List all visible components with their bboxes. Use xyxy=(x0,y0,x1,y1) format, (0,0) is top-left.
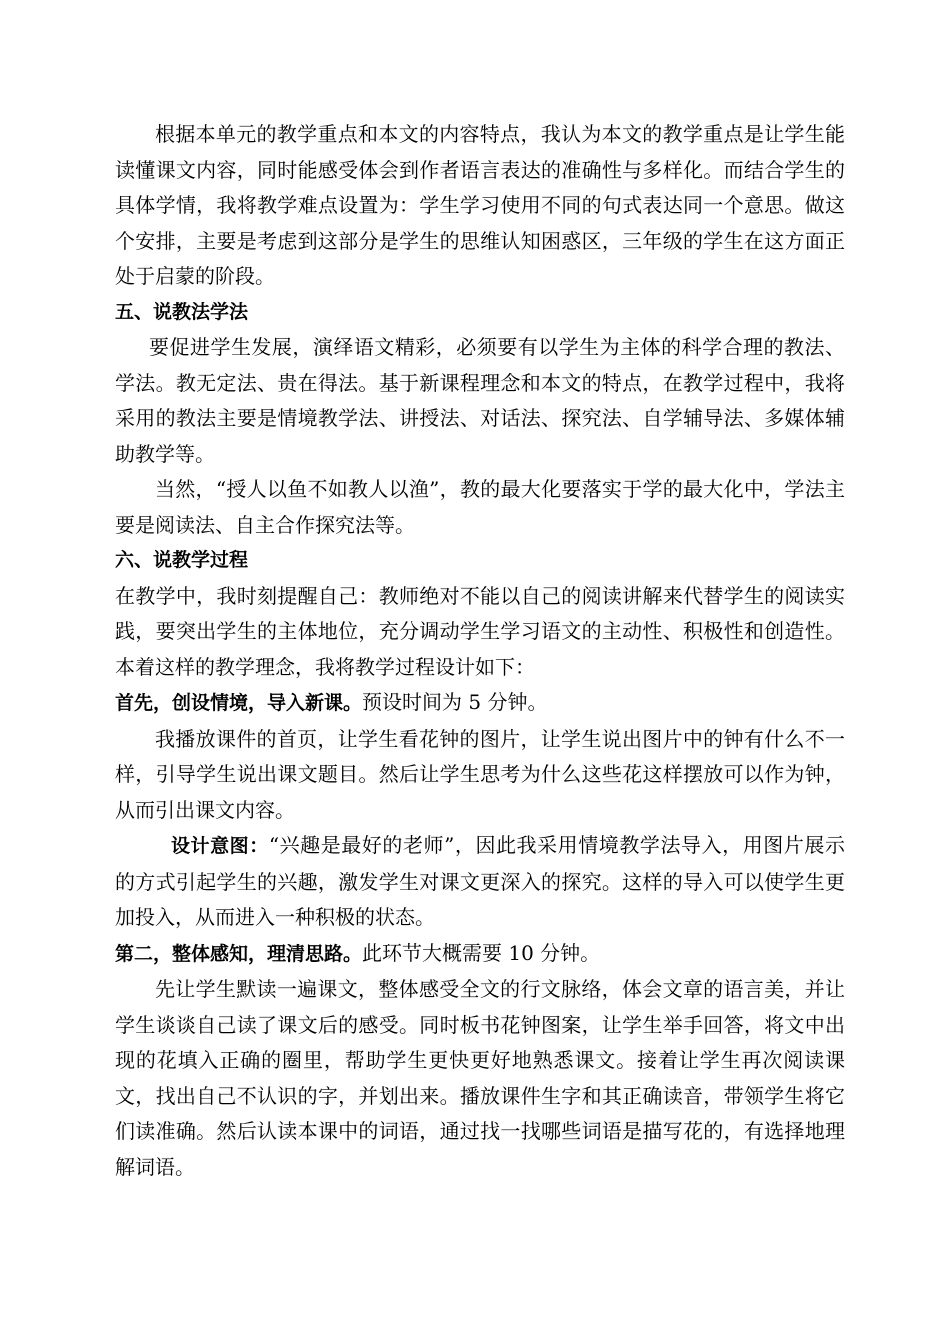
paragraph-process-intro: 在教学中，我时刻提醒自己：教师绝对不能以自己的阅读讲解来代替学生的阅读实践，要突出学生的主体地位，充分调动学生学习语文的主动性、积极性和创造性。本着这样的教学理念，我将教学过程设计如下： xyxy=(115,583,845,679)
section-heading-methods: 五、说教法学法 xyxy=(115,300,249,323)
paragraph-design-intent xyxy=(115,828,845,936)
step-one-time: 预设时间为 5 分钟。 xyxy=(362,690,548,714)
paragraph-step-two-detail: 先让学生默读一遍课文，整体感受全文的行文脉络，体会文章的语言美，并让学生谈谈自己读了课文后的感受。同时板书花钟图案，让学生举手回答，将文中出现的花填入正确的圈里，帮助学生更快更好地熟悉课文。接着让学生再次阅读课文，找出自己不认识的字，并划出来。播放课件生字和其正确读音，带领学生将它们读准确。然后认读本课中的词语，通过找一找哪些词语是描写花的，有选择地理解词语。 xyxy=(115,977,845,1179)
design-intent-label: 设计意图： xyxy=(171,835,269,857)
step-two-time: 此环节大概需要 10 分钟。 xyxy=(362,940,601,965)
document-page xyxy=(115,117,845,1185)
paragraph-step-two xyxy=(115,936,845,973)
paragraph-step-one-detail: 我播放课件的首页，让学生看花钟的图片，让学生说出图片中的钟有什么不一样，引导学生说出课文题目。然后让学生思考为什么这些花这样摆放可以作为钟，从而引出课文内容。 xyxy=(115,726,845,822)
paragraph-teaching-methods: 要促进学生发展，演绎语文精彩，必须要有以学生为主体的科学合理的教法、学法。教无定法、贵在得法。基于新课程理念和本文的特点，在教学过程中，我将采用的教法主要是情境教学法、讲授法、对话法、探究法、自学辅导法、多媒体辅助教学等。 xyxy=(115,335,845,466)
paragraph-teaching-focus: 根据本单元的教学重点和本文的内容特点，我认为本文的教学重点是让学生能读懂课文内容，同时能感受体会到作者语言表达的准确性与多样化。而结合学生的具体学情，我将教学难点设置为：学生学习使用不同的句式表达同一个意思。做这个安排，主要是考虑到这部分是学生的思维认知困惑区，三年级的学生在这方面正处于启蒙的阶段。 xyxy=(115,122,845,288)
paragraph-learning-methods: 当然，“授人以鱼不如教人以渔”，教的最大化要落实于学的最大化中，学法主要是阅读法、自主合作探究法等。 xyxy=(115,477,845,537)
step-two-title: 第二，整体感知，理清思路。 xyxy=(115,942,363,965)
section-heading-process: 六、说教学过程 xyxy=(115,549,249,571)
design-intent-text: “兴趣是最好的老师”，因此我采用情境教学法导入，用图片展示的方式引起学生的兴趣，激发学生对课文更深入的探究。这样的导入可以使学生更加投入，从而进入一种积极的状态。 xyxy=(115,833,845,929)
paragraph-step-one xyxy=(115,685,845,722)
step-one-title: 首先，创设情境，导入新课。 xyxy=(115,692,363,714)
